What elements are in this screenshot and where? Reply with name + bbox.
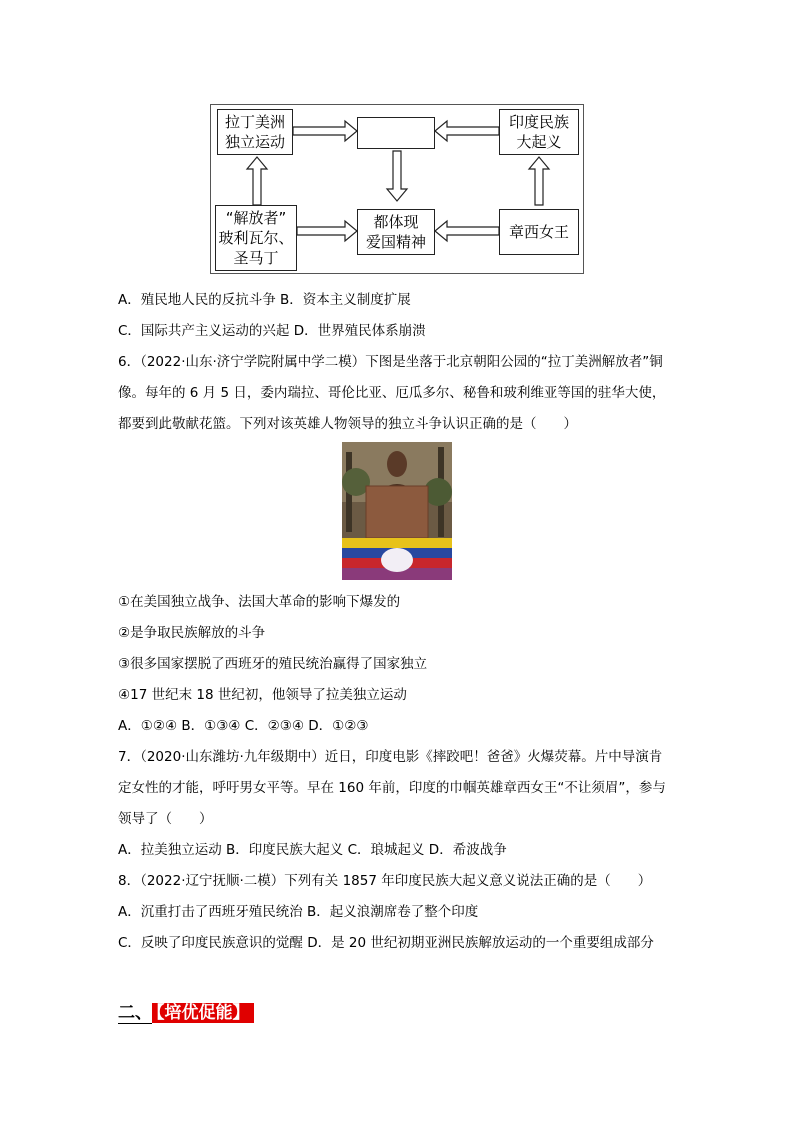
box-queen [499,209,579,255]
statue-photo [342,442,452,580]
q6-stem-line1: 6．（2022·山东·济宁学院附属中学二模）下图是坐落于北京朝阳公园的“拉丁美洲解放者”铜 [118,354,663,370]
q7-stem-line2: 定女性的才能，呼吁男女平等。早在 160 年前，印度的巾帼英雄章西女王“不让须眉”，参与 [118,780,666,796]
q5-options-line1: A．殖民地人民的反抗斗争 B．资本主义制度扩展 [118,292,411,308]
box-patriotism-line2: 爱国精神 [365,233,426,251]
q6-stem-line3: 都要到此敬献花篮。下列对该英雄人物领导的独立斗争认识正确的是（ ） [118,416,577,432]
q8-stem: 8．（2022·辽宁抚顺·二模）下列有关 1857 年印度民族大起义意义说法正确的是（ ） [118,873,652,889]
box-latin-america-line1: 拉丁美洲 [224,113,285,131]
arrow-left-bottom-right [435,221,499,241]
q7-stem-line3: 领导了（ ） [118,811,213,827]
box-queen-text: 章西女王 [508,223,569,241]
q6-item-1: ①在美国独立战争、法国大革命的影响下爆发的 [118,594,401,610]
box-patriotism-line1: 都体现 [373,213,419,231]
q8-options-line1: A．沉重打击了西班牙殖民统治 B．起义浪潮席卷了整个印度 [118,904,479,920]
concept-diagram [210,104,584,274]
arrow-up-right [529,157,549,205]
arrow-left-top-right [435,121,499,141]
q6-stem-line2: 像。每年的 6 月 5 日，委内瑞拉、哥伦比亚、厄瓜多尔、秘鲁和玻利维亚等国的驻华大使， [118,385,666,401]
box-liberators-line1: “解放者” [225,209,287,227]
q6-item-2: ②是争取民族解放的斗争 [118,625,266,641]
arrow-down-center [387,151,407,201]
box-latin-america [217,109,293,155]
box-liberators [215,205,297,271]
box-india-line1: 印度民族 [508,113,569,131]
box-india [499,109,579,155]
section-number: 二、 [118,1003,152,1023]
box-liberators-line3: 圣马丁 [233,249,279,267]
box-india-line2: 大起义 [516,133,562,151]
box-patriotism [357,209,435,255]
q6-item-3: ③很多国家摆脱了西班牙的殖民统治赢得了国家独立 [118,656,428,672]
box-liberators-line2: 玻利瓦尔、 [218,229,294,247]
section-label-badge: 【培优促能】 [152,1003,254,1023]
box-latin-america-line2: 独立运动 [224,133,285,151]
section-heading [118,1001,254,1025]
arrow-right-top-left [293,121,357,141]
q7-options: A．拉美独立运动 B．印度民族大起义 C．琅城起义 D．希波战争 [118,842,507,858]
arrow-up-left [247,157,267,205]
q5-options-line2: C．国际共产主义运动的兴起 D．世界殖民体系崩溃 [118,323,426,339]
q6-item-4: ④17 世纪末 18 世纪初，他领导了拉美独立运动 [118,687,407,703]
q7-stem-line1: 7．（2020·山东潍坊·九年级期中）近日，印度电影《摔跤吧！爸爸》火爆荧幕。片中导演肯 [118,749,663,765]
q8-options-line2: C．反映了印度民族意识的觉醒 D．是 20 世纪初期亚洲民族解放运动的一个重要组成部分 [118,935,654,951]
box-blank [357,117,435,149]
q6-options: A．①②④ B．①③④ C．②③④ D．①②③ [118,718,369,734]
arrow-right-bottom-left [297,221,357,241]
